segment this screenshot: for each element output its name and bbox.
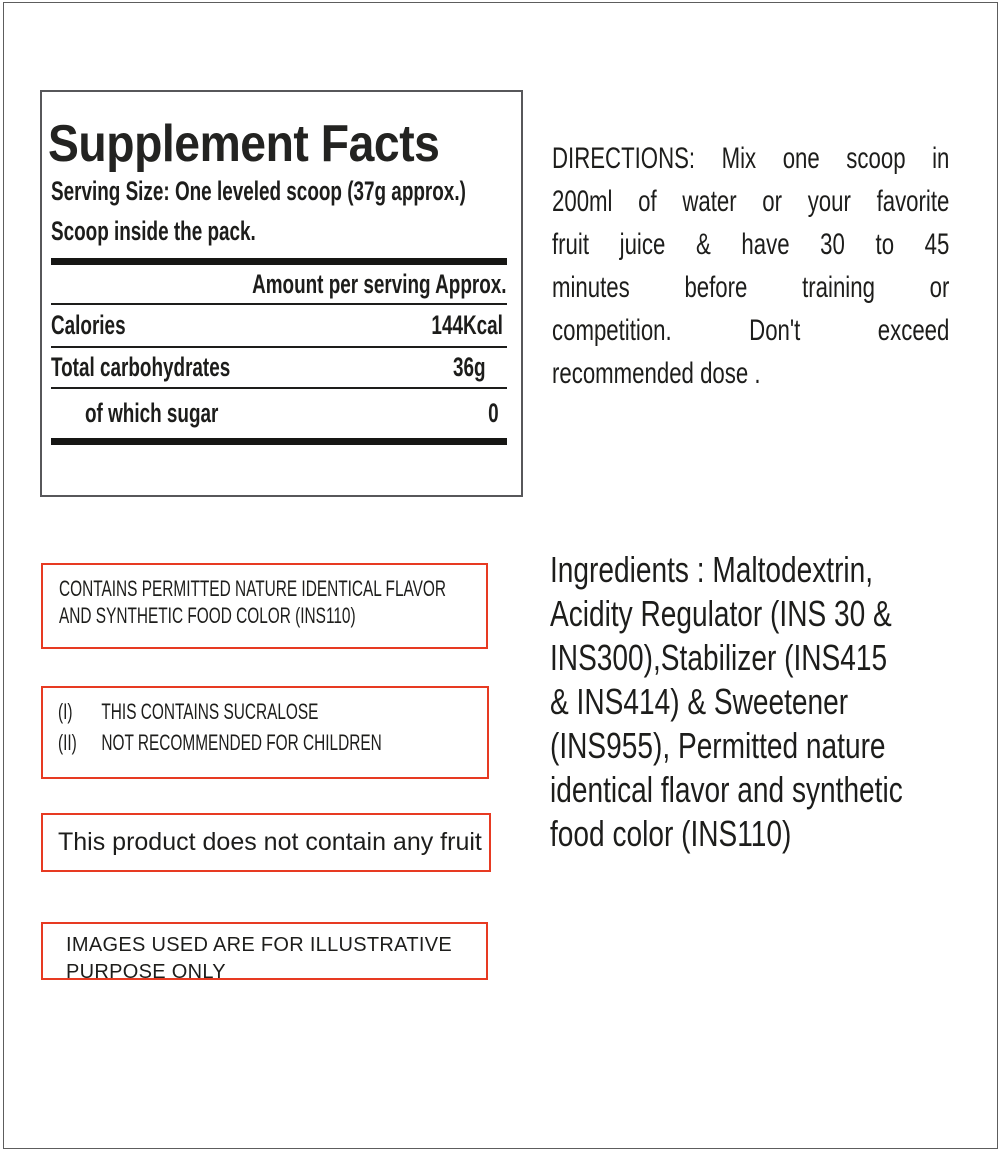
no-fruit-notice-text: This product does not contain any fruit (58, 828, 482, 856)
ingredients-line: (INS955), Permitted nature (550, 725, 886, 766)
ingredients-line: food color (INS110) (550, 813, 792, 854)
ingredients-line: Acidity Regulator (INS 30 & (550, 593, 892, 634)
nutrition-table (51, 258, 507, 445)
calories-label: Calories (51, 310, 126, 340)
notice-item-numeral: (I) (58, 699, 73, 724)
ingredients-line: INS300),Stabilizer (INS415 (550, 637, 888, 678)
sucralose-notice-item (58, 696, 358, 727)
amount-per-serving-header: Amount per serving Approx. (252, 268, 507, 299)
table-header-row (51, 265, 507, 305)
sucralose-notice-box (41, 686, 489, 779)
children-notice-item (58, 727, 382, 758)
sugar-label: of which sugar (85, 398, 219, 428)
carbohydrates-label: Total carbohydrates (51, 352, 231, 382)
table-top-rule (51, 258, 507, 265)
table-row-calories (51, 305, 507, 348)
supplement-facts-title: Supplement Facts (48, 115, 440, 173)
table-bottom-rule (51, 438, 507, 445)
notice-item-text: NOT RECOMMENDED FOR CHILDREN (101, 730, 382, 755)
scoop-note-text: Scoop inside the pack. (51, 216, 256, 246)
directions-line: recommended dose . (552, 357, 761, 390)
table-row-carbohydrates (51, 348, 507, 389)
notice-item-text: THIS CONTAINS SUCRALOSE (101, 699, 319, 724)
ingredients-line: Ingredients : Maltodextrin, (550, 549, 874, 590)
table-row-sugar (51, 389, 507, 438)
carbohydrates-value: 36g (453, 352, 486, 382)
illustrative-notice-line: PURPOSE ONLY (66, 961, 226, 983)
illustrative-images-notice-box (41, 922, 488, 983)
calories-value: 144Kcal (431, 310, 503, 340)
directions-paragraph (552, 137, 952, 395)
directions-line: fruit juice & have 30 to 45 (552, 228, 950, 261)
supplement-facts-heading (48, 115, 521, 173)
flavor-notice-line: AND SYNTHETIC FOOD COLOR (INS110) (59, 603, 356, 628)
ingredients-line: identical flavor and synthetic (550, 769, 903, 810)
ingredients-paragraph (550, 548, 950, 856)
directions-line: minutes before training or (552, 271, 950, 304)
supplement-facts-panel (40, 90, 523, 497)
serving-info (51, 171, 521, 251)
illustrative-notice-line: IMAGES USED ARE FOR ILLUSTRATIVE (66, 934, 452, 956)
no-fruit-notice-box (41, 813, 491, 872)
ingredients-line: & INS414) & Sweetener (550, 681, 849, 722)
directions-line: 200ml of water or your favorite (552, 185, 950, 218)
directions-line: DIRECTIONS: Mix one scoop in (552, 142, 950, 175)
flavor-notice-line: CONTAINS PERMITTED NATURE IDENTICAL FLAVOR (59, 576, 447, 601)
flavor-notice-box (41, 563, 488, 649)
serving-size-text: Serving Size: One leveled scoop (37g approx.) (51, 176, 466, 206)
sugar-value: 0 (488, 398, 499, 428)
notice-item-numeral: (II) (58, 730, 77, 755)
directions-line: competition. Don't exceed (552, 314, 950, 347)
